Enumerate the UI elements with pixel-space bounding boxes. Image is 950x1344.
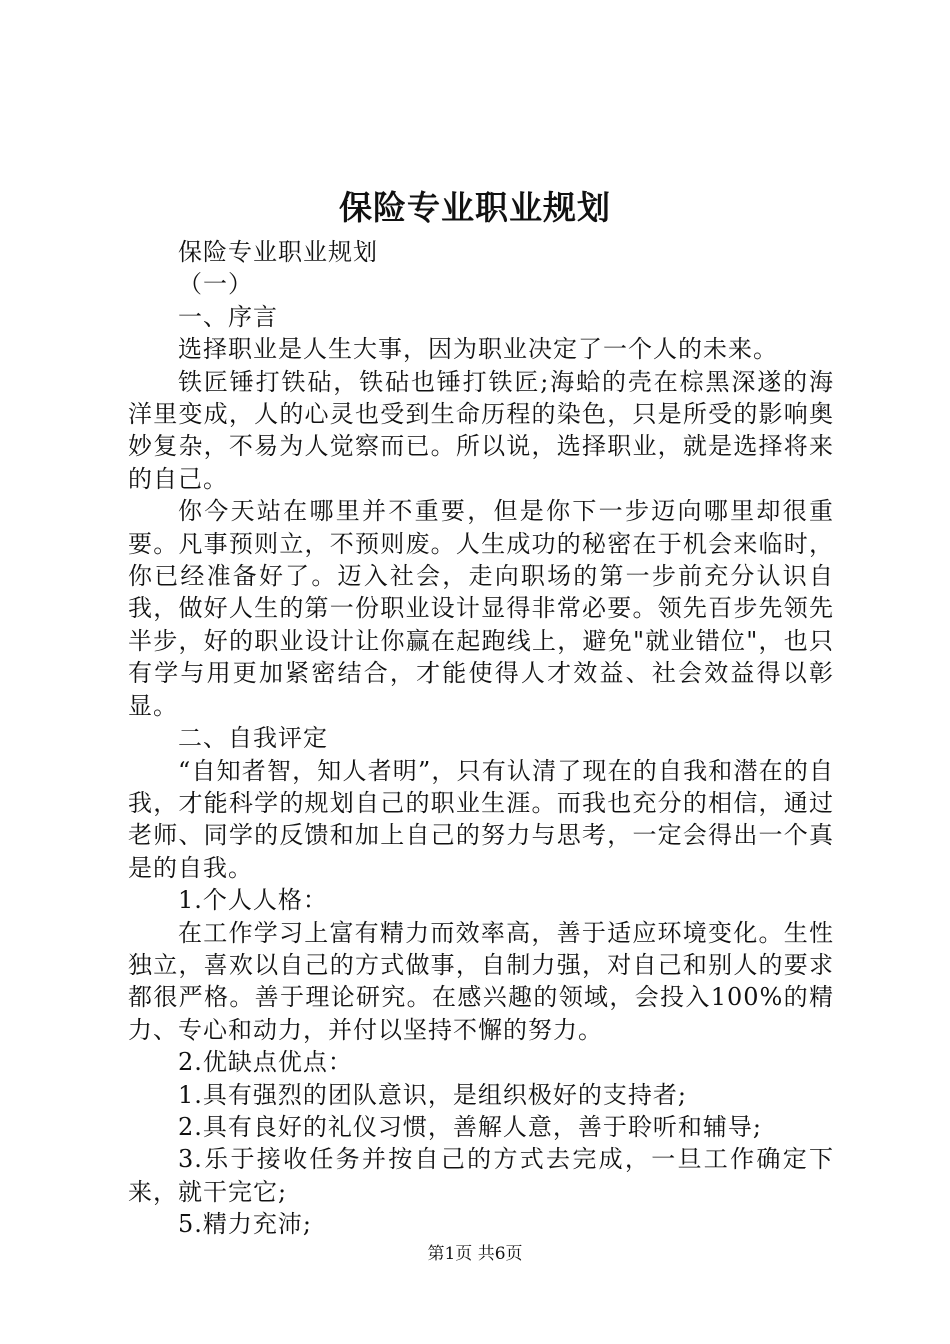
list-item: 5.精力充沛; — [178, 1210, 312, 1239]
page-number-footer: 第1页 共6页 — [427, 1244, 523, 1264]
document-body — [128, 236, 834, 1241]
paragraph: 在工作学习上富有精力而效率高，善于适应环境变化。生性独立，喜欢以自己的方式做事，自制力强，对自己和别人的要求都很严格。善于理论研究。在感兴趣的领域，会投入100%的精力、专心和动力，并付以坚持不懈的努力。 — [128, 918, 834, 1044]
section-heading: 一、序言 — [178, 302, 278, 331]
paragraph: “自知者智，知人者明”，只有认清了现在的自我和潜在的自我，才能科学的规划自己的职业生涯。而我也充分的相信，通过老师、同学的反馈和加上自己的努力与思考，一定会得出一个真是的自我。 — [128, 756, 834, 882]
document-title: 保险专业职业规划 — [339, 188, 611, 227]
list-item: 3.乐于接收任务并按自己的方式去完成，一旦工作确定下来，就干完它; — [128, 1145, 834, 1206]
sub-heading: 2.优缺点优点： — [178, 1048, 353, 1077]
list-item: 2.具有良好的礼仪习惯，善解人意，善于聆听和辅导; — [178, 1112, 762, 1141]
section-heading: 二、自我评定 — [178, 724, 328, 753]
paragraph: 选择职业是人生大事，因为职业决定了一个人的未来。 — [178, 335, 778, 364]
sub-heading: 1.个人人格： — [178, 886, 328, 915]
paragraph: （一） — [178, 270, 253, 299]
list-item: 1.具有强烈的团队意识，是组织极好的支持者; — [178, 1080, 687, 1109]
paragraph: 铁匠锤打铁砧，铁砧也锤打铁匠;海蛤的壳在棕黑深遂的海洋里变成，人的心灵也受到生命历程的染色，只是所受的影响奥妙复杂，不易为人觉察而已。所以说，选择职业，就是选择将来的自己。 — [128, 367, 834, 493]
paragraph: 保险专业职业规划 — [178, 238, 378, 266]
paragraph: 你今天站在哪里并不重要，但是你下一步迈向哪里却很重要。凡事预则立，不预则废。人生成功的秘密在于机会来临时，你已经准备好了。迈入社会，走向职场的第一步前充分认识自我，做好人生的第一份职业设计显得非常必要。领先百步先领先半步，好的职业设计让你赢在起跑线上，避免"就业错位"，也只有学与用更加紧密结合，才能使得人才效益、社会效益得以彰显。 — [128, 497, 834, 720]
